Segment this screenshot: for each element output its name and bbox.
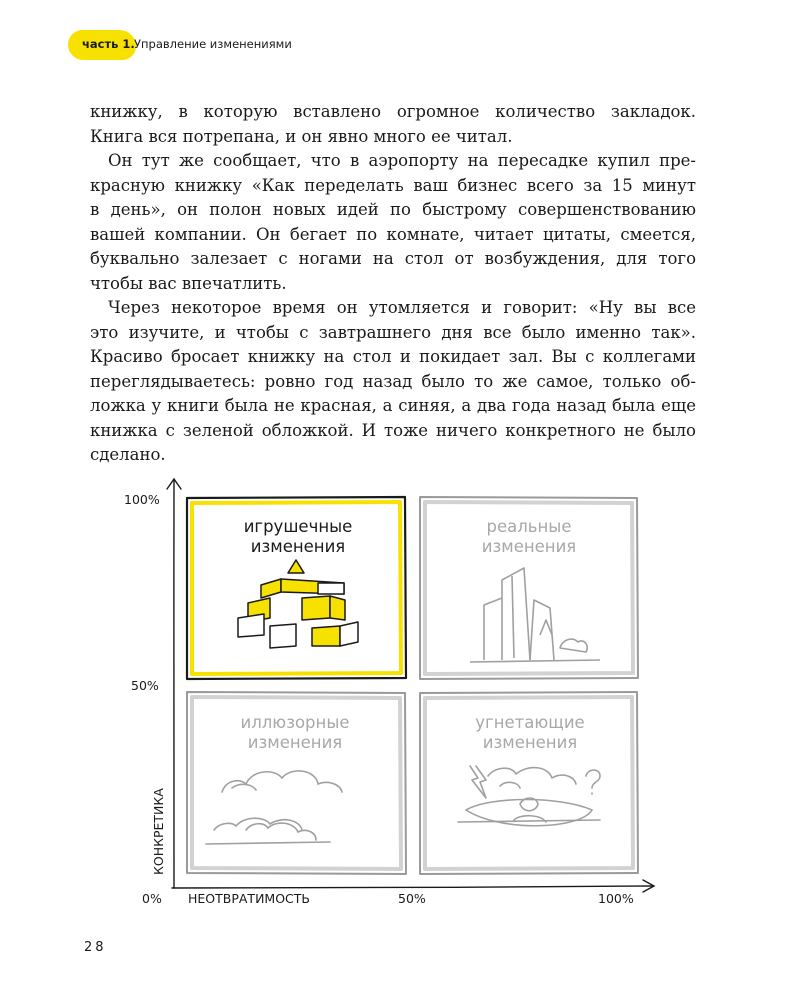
block-bottom-center bbox=[270, 624, 296, 648]
building-left bbox=[484, 598, 502, 660]
tower-main bbox=[502, 568, 530, 660]
axes bbox=[167, 479, 654, 892]
y-axis-label: КОНКРЕТИКА bbox=[151, 788, 166, 875]
text-line: вашей компании. Он бегает по комнате, читает цитаты, смеется, bbox=[90, 224, 696, 244]
quadrant-top-right bbox=[420, 497, 638, 679]
x-tick-0: 0% bbox=[142, 891, 162, 906]
cloud-upper bbox=[222, 771, 342, 792]
block-bottom-left bbox=[238, 614, 264, 637]
quadrant-top-right-line1: реальные bbox=[486, 517, 572, 536]
text-line: это изучите, и чтобы с завтрашнего дня все было именно так». bbox=[90, 322, 696, 342]
text-line: чтобы вас впечатлить. bbox=[90, 273, 287, 293]
text-line: сделано. bbox=[90, 445, 166, 464]
block-bottom-right-side bbox=[340, 622, 358, 646]
y-tick-100: 100% bbox=[124, 492, 160, 507]
quadrant-bottom-left bbox=[187, 692, 406, 874]
block-right-top bbox=[318, 583, 344, 594]
block-left-top bbox=[261, 579, 281, 598]
body-text bbox=[90, 100, 696, 468]
quadrant-bottom-left-line2: изменения bbox=[247, 733, 343, 752]
cloud-lower-right bbox=[246, 823, 316, 840]
ground-line bbox=[470, 660, 600, 662]
block-center-mid-side bbox=[330, 596, 345, 620]
quadrant-bottom-right-line1: угнетающие bbox=[475, 713, 585, 732]
cloud-upper-detail bbox=[232, 784, 256, 790]
buildings-illustration bbox=[470, 568, 600, 662]
ground-line bbox=[458, 820, 600, 822]
text-line: Красиво бросает книжку на стол и покидает зал. Вы с коллегами bbox=[90, 347, 696, 366]
text-line: книжка с зеленой обложкой. И тоже ничего конкретного не было bbox=[90, 420, 696, 440]
quadrant-top-right-line2: изменения bbox=[481, 537, 577, 556]
text-line: переглядываетесь: ровно год назад было то же самое, только об- bbox=[90, 371, 696, 391]
y-tick-50: 50% bbox=[131, 678, 159, 693]
oppression-illustration bbox=[458, 766, 600, 826]
text-line: Книга вся потрепана, и он явно много ее читал. bbox=[90, 126, 513, 146]
x-axis-label: НЕОТВРАТИМОСТЬ bbox=[188, 891, 310, 906]
quadrant-bottom-right bbox=[420, 692, 638, 874]
quadrant-bottom-right-line2: изменения bbox=[482, 733, 578, 752]
cloud-base bbox=[206, 842, 330, 844]
toy-blocks-illustration bbox=[238, 560, 358, 648]
text-line: Он тут же сообщает, что в аэропорту на пересадке купил пре- bbox=[108, 151, 696, 170]
block-pyramid bbox=[288, 560, 304, 573]
quadrant-top-left bbox=[187, 497, 406, 679]
text-line: ложка у книги была не красная, а синяя, а два года назад была еще bbox=[90, 396, 696, 415]
header-part-label: часть 1. bbox=[82, 37, 135, 51]
change-matrix-figure bbox=[0, 470, 800, 930]
tower-edge bbox=[512, 576, 514, 658]
text-line: красную книжку «Как переделать ваш бизнес всего за 15 минут bbox=[90, 175, 696, 195]
lightning-bolt bbox=[470, 766, 486, 798]
text-line: буквально залезает с ногами на стол от возбуждения, для того bbox=[90, 249, 696, 268]
quadrant-top-left-line2: изменения bbox=[250, 537, 346, 556]
storm-cloud bbox=[488, 768, 576, 784]
quadrant-bottom-left-line1: иллюзорные bbox=[240, 713, 350, 732]
text-line: в день», он полон новых идей по быстрому совершенствованию bbox=[90, 200, 696, 219]
storm-cloud-detail bbox=[500, 782, 520, 788]
block-center-mid bbox=[302, 596, 330, 620]
text-line: книжку, в которую вставлено огромное количество закладок. bbox=[90, 102, 696, 121]
header-section-title: Управление изменениями bbox=[134, 37, 292, 51]
page-number: 28 bbox=[84, 940, 107, 955]
x-tick-100: 100% bbox=[598, 891, 634, 906]
change-matrix-svg bbox=[0, 470, 800, 930]
building-detail bbox=[540, 620, 552, 635]
tree bbox=[560, 639, 587, 652]
clouds-illustration bbox=[206, 771, 342, 844]
quadrant-top-left-line1: игрушечные bbox=[243, 517, 353, 536]
x-axis-line bbox=[172, 886, 652, 888]
text-line: Через некоторое время он утомляется и говорит: «Ну вы все bbox=[108, 298, 696, 317]
x-tick-50: 50% bbox=[398, 891, 426, 906]
block-bottom-right bbox=[312, 626, 340, 646]
question-mark bbox=[586, 770, 600, 788]
